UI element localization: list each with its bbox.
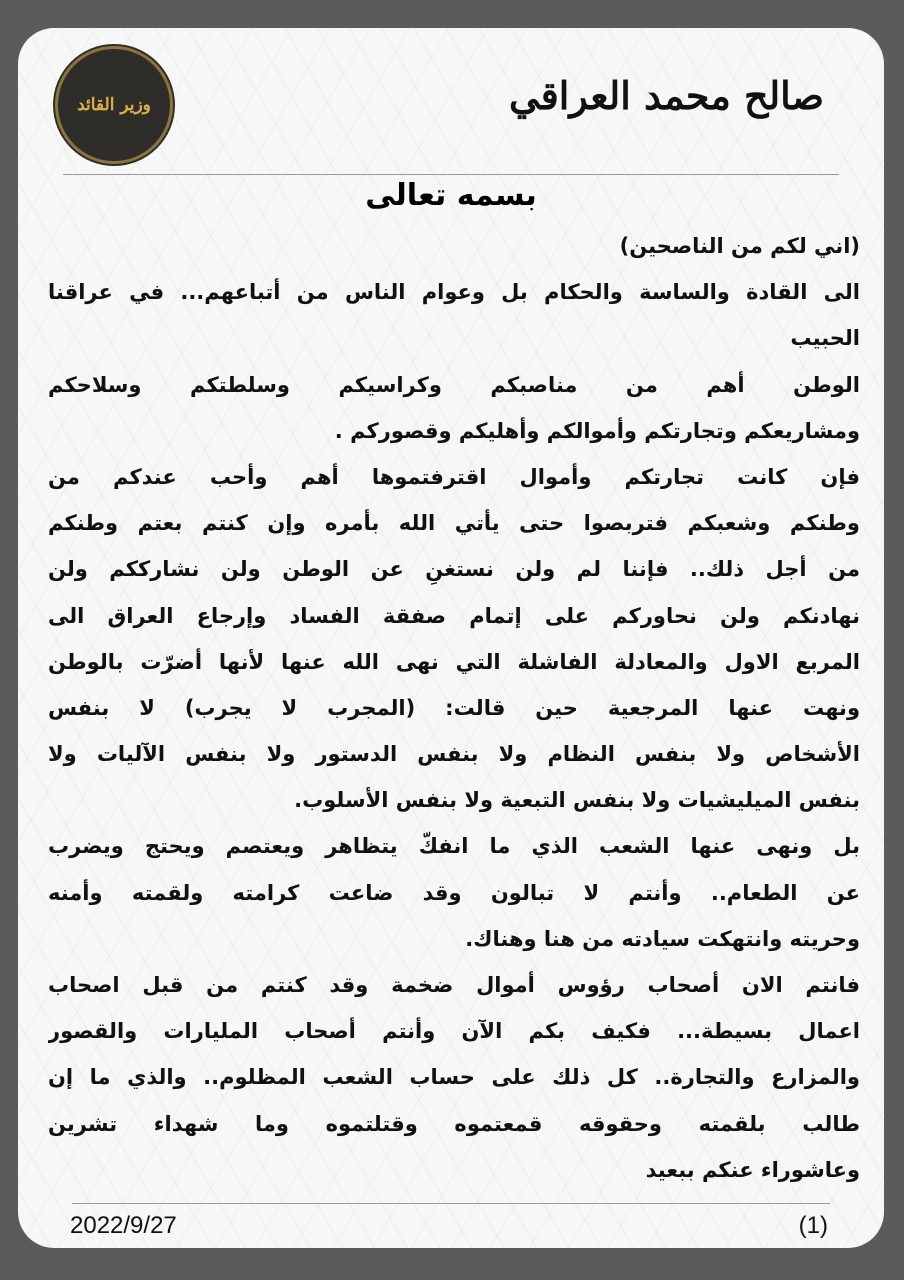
text-line: وطنكم وشعبكم فتربصوا حتى يأتي الله بأمره وإن كنتم بعتم وطنكم xyxy=(48,511,860,536)
text-line: (اني لكم من الناصحين) xyxy=(619,234,860,258)
document-date: 2022/9/27 xyxy=(70,1212,177,1239)
text-line: الوطن أهم من مناصبكم وكراسيكم وسلطتكم وسلاحكم xyxy=(48,372,860,397)
document-page xyxy=(18,28,884,1248)
header-divider xyxy=(63,174,839,175)
text-line: طالب بلقمته وحقوقه قمعتموه وقتلتموه وما شهداء تشرين xyxy=(48,1111,860,1136)
text-line: اعمال بسيطة... فكيف بكم الآن وأنتم أصحاب المليارات والقصور xyxy=(48,1019,860,1044)
text-line: فانتم الان أصحاب رؤوس أموال ضخمة وقد كنتم من قبل اصحاب xyxy=(48,973,860,997)
text-line: عن الطعام.. وأنتم لا تبالون وقد ضاعت كرامته ولقمته وأمنه xyxy=(48,880,860,905)
text-line: وحريته وانتهكت سيادته من هنا وهناك. xyxy=(465,926,860,951)
text-line: بل ونهى عنها الشعب الذي ما انفكّ يتظاهر ويعتصم ويحتج ويضرب xyxy=(48,834,860,859)
page-number: (1) xyxy=(798,1212,828,1239)
text-line: وعاشوراء عنكم ببعيد xyxy=(645,1157,860,1182)
text-line: فإن كانت تجارتكم وأموال اقترفتموها أهم وأحب عندكم من xyxy=(48,464,860,489)
text-line: ونهت عنها المرجعية حين قالت: (المجرب لا يجرب) لا بنفس xyxy=(48,695,860,720)
text-line: بنفس الميليشيات ولا بنفس التبعية ولا بنفس الأسلوب. xyxy=(294,788,860,813)
logo-text: وزير القائد xyxy=(77,95,151,115)
text-line: الى القادة والساسة والحكام بل وعوام الناس من أتباعهم... في عراقنا xyxy=(48,280,860,305)
footer-divider xyxy=(72,1203,830,1204)
author-signature: صالح محمد العراقي xyxy=(508,73,824,118)
document-title: بسمه تعالى xyxy=(365,178,537,213)
document-body xyxy=(48,223,860,1193)
text-line: نهادنكم ولن نحاوركم على إتمام صفقة الفساد وإرجاع العراق الى xyxy=(48,603,860,628)
logo-seal xyxy=(55,46,173,164)
text-line: المربع الاول والمعادلة الفاشلة التي نهى الله عنها لأنها أضرّت بالوطن xyxy=(48,649,860,674)
text-line: الأشخاص ولا بنفس النظام ولا بنفس الدستور ولا بنفس الآليات ولا xyxy=(48,742,860,767)
text-line: والمزارع والتجارة.. كل ذلك على حساب الشعب المظلوم.. والذي ما إن xyxy=(48,1065,860,1090)
text-line: من أجل ذلك.. فإننا لم ولن نستغنِ عن الوطن ولن نشارككم ولن xyxy=(48,557,860,582)
text-line: الحبيب xyxy=(790,326,860,351)
text-line: ومشاريعكم وتجارتكم وأموالكم وأهليكم وقصوركم . xyxy=(334,418,860,443)
